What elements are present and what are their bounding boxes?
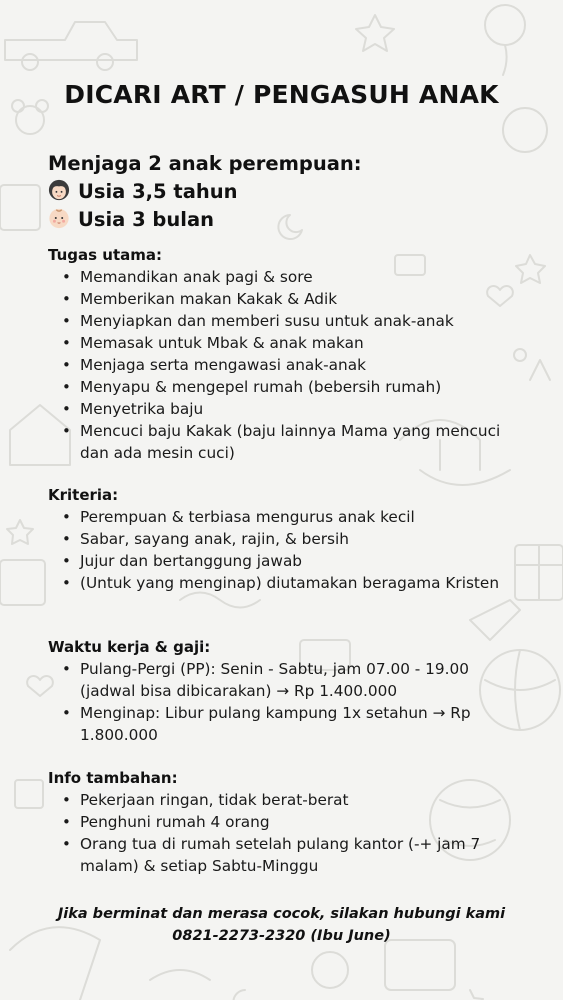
- section-info: [48, 767, 528, 877]
- list-item: • Jujur dan bertanggung jawab: [48, 550, 528, 572]
- poster-title: DICARI ART / PENGASUH ANAK: [64, 80, 499, 109]
- section-kriteria: [48, 484, 528, 594]
- girl-face-icon: [48, 179, 70, 201]
- list-item: • Perempuan & terbiasa mengurus anak kecil: [48, 506, 528, 528]
- list-item: • (Untuk yang menginap) diutamakan beragama Kristen: [48, 572, 528, 594]
- info-list: [48, 789, 528, 877]
- list-item: • Menginap: Libur pulang kampung 1x setahun → Rp 1.800.000: [48, 702, 528, 746]
- child-item-1: [48, 178, 362, 206]
- list-item: • Sabar, sayang anak, rajin, & bersih: [48, 528, 528, 550]
- section-tugas-heading: Tugas utama:: [48, 246, 162, 264]
- list-item: • Menjaga serta mengawasi anak-anak: [48, 354, 528, 376]
- contact-footer: Jika berminat dan merasa cocok, silakan hubungi kami 0821-2273-2320 (Ibu June): [57, 906, 506, 944]
- list-item: • Menyetrika baju: [48, 398, 528, 420]
- list-item: • Mencuci baju Kakak (baju lainnya Mama yang mencuci dan ada mesin cuci): [48, 420, 528, 464]
- list-item: • Memasak untuk Mbak & anak makan: [48, 332, 528, 354]
- kriteria-list: [48, 506, 528, 594]
- list-item: • Menyapu & mengepel rumah (bebersih rumah): [48, 376, 528, 398]
- list-item: • Memberikan makan Kakak & Adik: [48, 288, 528, 310]
- child-age-1: Usia 3,5 tahun: [78, 180, 238, 203]
- tugas-list: [48, 266, 528, 464]
- child-age-2: Usia 3 bulan: [78, 208, 214, 231]
- list-item: • Menyiapkan dan memberi susu untuk anak-anak: [48, 310, 528, 332]
- intro-heading: Menjaga 2 anak perempuan:: [48, 152, 362, 175]
- list-item: • Pulang-Pergi (PP): Senin - Sabtu, jam 07.00 - 19.00 (jadwal bisa dibicarakan) → Rp 1.400.000: [48, 658, 528, 702]
- section-info-heading: Info tambahan:: [48, 769, 178, 787]
- section-tugas: [48, 244, 528, 464]
- list-item: • Pekerjaan ringan, tidak berat-berat: [48, 789, 528, 811]
- baby-face-icon: [48, 207, 70, 229]
- section-waktu-heading: Waktu kerja & gaji:: [48, 638, 211, 656]
- children-intro: [48, 150, 362, 234]
- waktu-list: [48, 658, 528, 746]
- list-item: • Memandikan anak pagi & sore: [48, 266, 528, 288]
- section-waktu: [48, 636, 528, 746]
- list-item: • Penghuni rumah 4 orang: [48, 811, 528, 833]
- child-item-2: [48, 206, 362, 234]
- list-item: • Orang tua di rumah setelah pulang kantor (-+ jam 7 malam) & setiap Sabtu-Minggu: [48, 833, 528, 877]
- section-kriteria-heading: Kriteria:: [48, 486, 119, 504]
